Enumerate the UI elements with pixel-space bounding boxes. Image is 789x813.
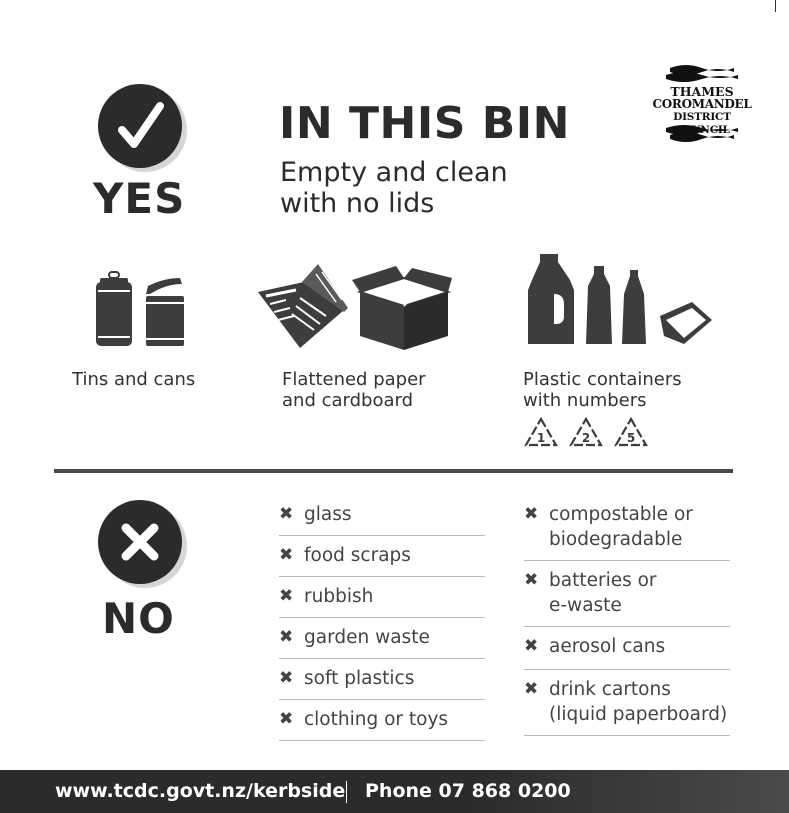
item-label: Tins and cans <box>72 369 196 390</box>
list-item <box>279 700 485 741</box>
section-divider <box>54 469 733 473</box>
list-item <box>279 536 485 577</box>
item-label: with numbers <box>523 390 647 411</box>
footer-bar <box>0 770 789 813</box>
plastic-containers-icon <box>524 250 714 350</box>
recycle-code-5-icon <box>616 419 646 445</box>
item-text: drink cartons <box>549 679 671 700</box>
rejected-items-list-right <box>524 495 730 736</box>
no-label: NO <box>102 594 175 643</box>
item-text: glass <box>304 504 352 525</box>
list-item <box>279 495 485 536</box>
yes-badge <box>98 84 182 168</box>
list-item <box>279 659 485 700</box>
rejected-items-list-left <box>279 495 485 741</box>
item-text: batteries or <box>549 570 657 591</box>
x-bullet-icon: ✖ <box>279 709 294 729</box>
x-bullet-icon: ✖ <box>279 545 294 565</box>
council-logo <box>646 64 758 146</box>
item-text: food scraps <box>304 545 411 566</box>
list-item <box>524 561 730 627</box>
x-bullet-icon: ✖ <box>279 627 294 647</box>
list-item <box>524 670 730 736</box>
item-text: rubbish <box>304 586 374 607</box>
item-text: clothing or toys <box>304 709 449 730</box>
x-bullet-icon: ✖ <box>524 636 539 656</box>
item-text: compostable or <box>549 504 693 525</box>
recycle-code-2-icon <box>571 419 601 445</box>
x-bullet-icon: ✖ <box>524 570 539 590</box>
recycle-code-number: 1 <box>536 431 546 445</box>
accepted-item-plastic <box>523 369 682 411</box>
recycling-codes <box>523 416 653 450</box>
website-link[interactable]: www.tcdc.govt.nz/kerbside <box>55 780 346 802</box>
x-bullet-icon: ✖ <box>279 504 294 524</box>
list-item <box>279 618 485 659</box>
list-item <box>524 627 730 670</box>
x-bullet-icon: ✖ <box>524 504 539 524</box>
x-bullet-icon: ✖ <box>279 586 294 606</box>
item-label: and cardboard <box>282 390 414 411</box>
item-text: garden waste <box>304 627 430 648</box>
logo-line-3: DISTRICT COUNCIL <box>673 111 731 136</box>
item-text: soft plastics <box>304 668 415 689</box>
yes-label: YES <box>93 174 186 223</box>
instructions-line2: with no lids <box>280 188 435 219</box>
cross-icon <box>98 500 182 584</box>
logo-line-1: THAMES <box>670 84 734 99</box>
item-text: biodegradable <box>549 529 683 550</box>
accepted-item-paper <box>282 369 426 411</box>
item-text: aerosol cans <box>549 636 666 657</box>
checkmark-icon <box>98 84 182 168</box>
item-text: (liquid paperboard) <box>549 704 728 725</box>
x-bullet-icon: ✖ <box>524 679 539 699</box>
item-label: Flattened paper <box>282 369 426 390</box>
footer-separator <box>346 781 347 803</box>
accepted-item-tins <box>72 369 195 390</box>
phone-number: Phone 07 868 0200 <box>365 780 571 802</box>
instructions <box>280 157 508 219</box>
crop-mark <box>775 0 776 12</box>
page-title: IN THIS BIN <box>279 98 570 149</box>
logo-line-2: COROMANDEL <box>652 97 752 111</box>
paper-cardboard-icon <box>256 260 452 352</box>
list-item <box>524 495 730 561</box>
list-item <box>279 577 485 618</box>
instructions-line1: Empty and clean <box>280 157 508 188</box>
recycle-code-number: 2 <box>581 431 591 445</box>
recycle-code-1-icon <box>526 419 556 445</box>
tin-can-icon <box>94 270 188 348</box>
recycle-code-number: 5 <box>626 431 636 445</box>
no-badge <box>98 500 182 584</box>
x-bullet-icon: ✖ <box>279 668 294 688</box>
item-label: Plastic containers <box>523 369 682 390</box>
item-text: e-waste <box>549 595 622 616</box>
